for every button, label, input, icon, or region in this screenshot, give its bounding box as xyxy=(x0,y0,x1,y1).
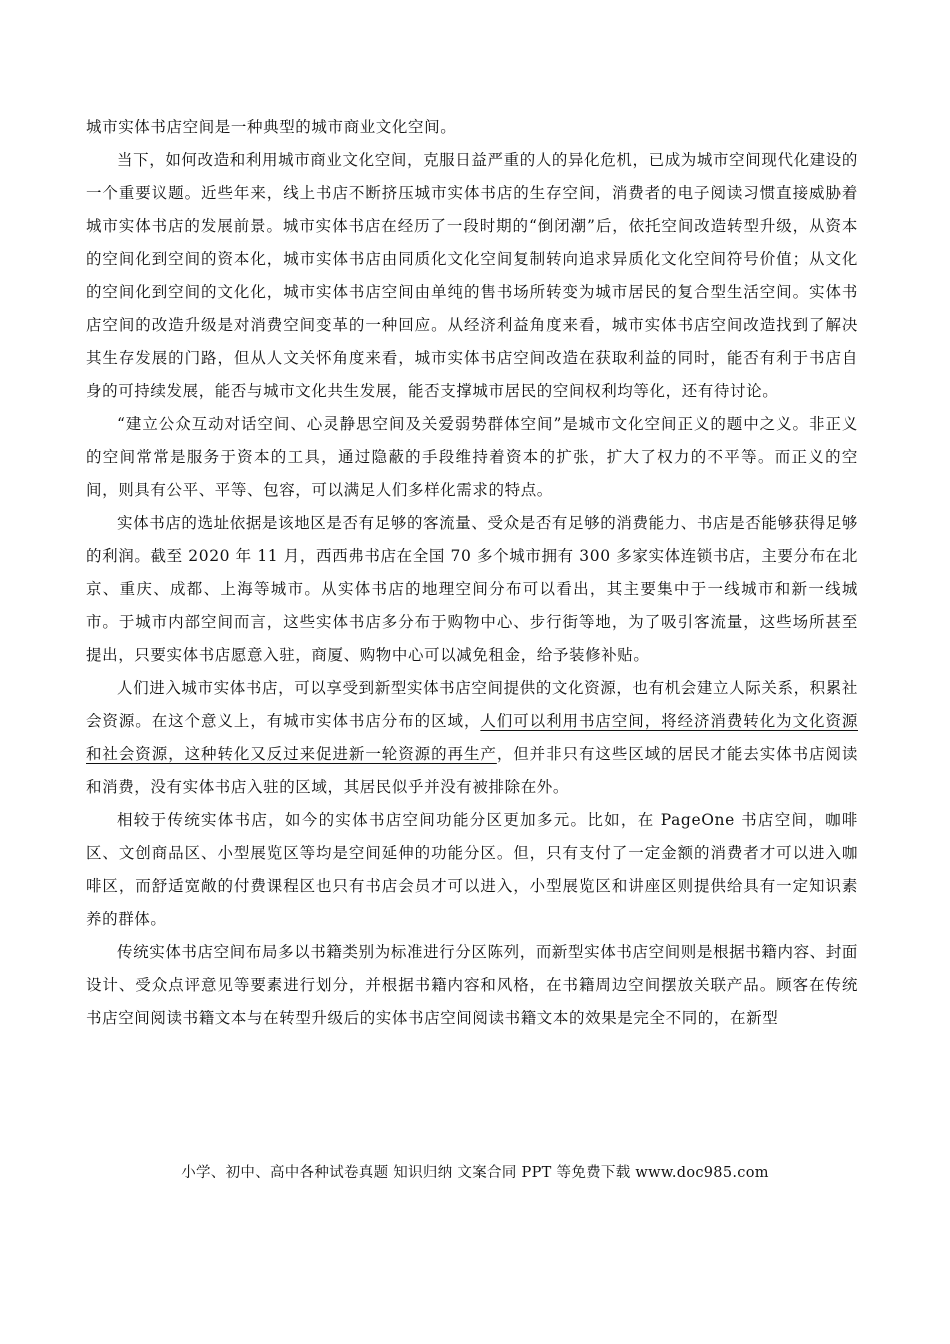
paragraph-2: 当下，如何改造和利用城市商业文化空间，克服日益严重的人的异化危机，已成为城市空间现代化建设的一个重要议题。近些年来，线上书店不断挤压城市实体书店的生存空间，消费者的电子阅读习惯直接威胁着城市实体书店的发展前景。城市实体书店在经历了一段时期的“倒闭潮”后，依托空间改造转型升级，从资本的空间化到空间的资本化，城市实体书店由同质化文化空间复制转向追求异质化文化空间符号价值；从文化的空间化到空间的文化化，城市实体书店空间由单纯的售书场所转变为城市居民的复合型生活空间。实体书店空间的改造升级是对消费空间变革的一种回应。从经济利益角度来看，城市实体书店空间改造找到了解决其生存发展的门路，但从人文关怀角度来看，城市实体书店空间改造在获取利益的同时，能否有利于书店自身的可持续发展，能否与城市文化共生发展，能否支撑城市居民的空间权利均等化，还有待讨论。 xyxy=(86,151,858,400)
paragraph-1: 城市实体书店空间是一种典型的城市商业文化空间。 xyxy=(86,118,457,136)
paragraph-5-before: 人们进入城市实体书店，可以享受到新型实体书店空间提供的文化资源，也有机会建立人际关系，积累社会资源。在这个意义上，有城市实体书店分布的区域， xyxy=(86,679,858,730)
paragraph-5-after: ，但并非只有这些区域的居民才能去实体书店阅读和消费，没有实体书店入驻的区域，其居民似乎并没有被排除在外。 xyxy=(86,745,858,796)
paragraph-3: “建立公众互动对话空间、心灵静思空间及关爱弱势群体空间”是城市文化空间正义的题中之义。非正义的空间常常是服务于资本的工具，通过隐蔽的手段维持着资本的扩张，扩大了权力的不平等。而正义的空间，则具有公平、平等、包容，可以满足人们多样化需求的特点。 xyxy=(86,415,858,499)
document-body xyxy=(86,111,858,1035)
paragraph-7: 传统实体书店空间布局多以书籍类别为标准进行分区陈列，而新型实体书店空间则是根据书籍内容、封面设计、受众点评意见等要素进行划分，并根据书籍内容和风格，在书籍周边空间摆放关联产品。顾客在传统书店空间阅读书籍文本与在转型升级后的实体书店空间阅读书籍文本的效果是完全不同的，在新型 xyxy=(86,943,858,1027)
page-footer: 小学、初中、高中各种试卷真题 知识归纳 文案合同 PPT 等免费下载 www.doc985.com xyxy=(181,1165,769,1181)
underlined-sentence: 人们可以利用书店空间，将经济消费转化为文化资源和社会资源，这种转化又反过来促进新一轮资源的再生产 xyxy=(86,712,858,763)
paragraph-4: 实体书店的选址依据是该地区是否有足够的客流量、受众是否有足够的消费能力、书店是否能够获得足够的利润。截至 2020 年 11 月，西西弗书店在全国 70 多个城市拥有 300 多家实体连锁书店，主要分布在北京、重庆、成都、上海等城市。从实体书店的地理空间分布可以看出，其主要集中于一线城市和新一线城市。于城市内部空间而言，这些实体书店多分布于购物中心、步行街等地，为了吸引客流量，这些场所甚至提出，只要实体书店愿意入驻，商厦、购物中心可以减免租金，给予装修补贴。 xyxy=(86,514,858,664)
paragraph-5 xyxy=(86,672,858,804)
paragraph-6: 相较于传统实体书店，如今的实体书店空间功能分区更加多元。比如，在 PageOne 书店空间，咖啡区、文创商品区、小型展览区等均是空间延伸的功能分区。但，只有支付了一定金额的消费者才可以进入咖啡区，而舒适宽敞的付费课程区也只有书店会员才可以进入，小型展览区和讲座区则提供给具有一定知识素养的群体。 xyxy=(86,811,858,928)
